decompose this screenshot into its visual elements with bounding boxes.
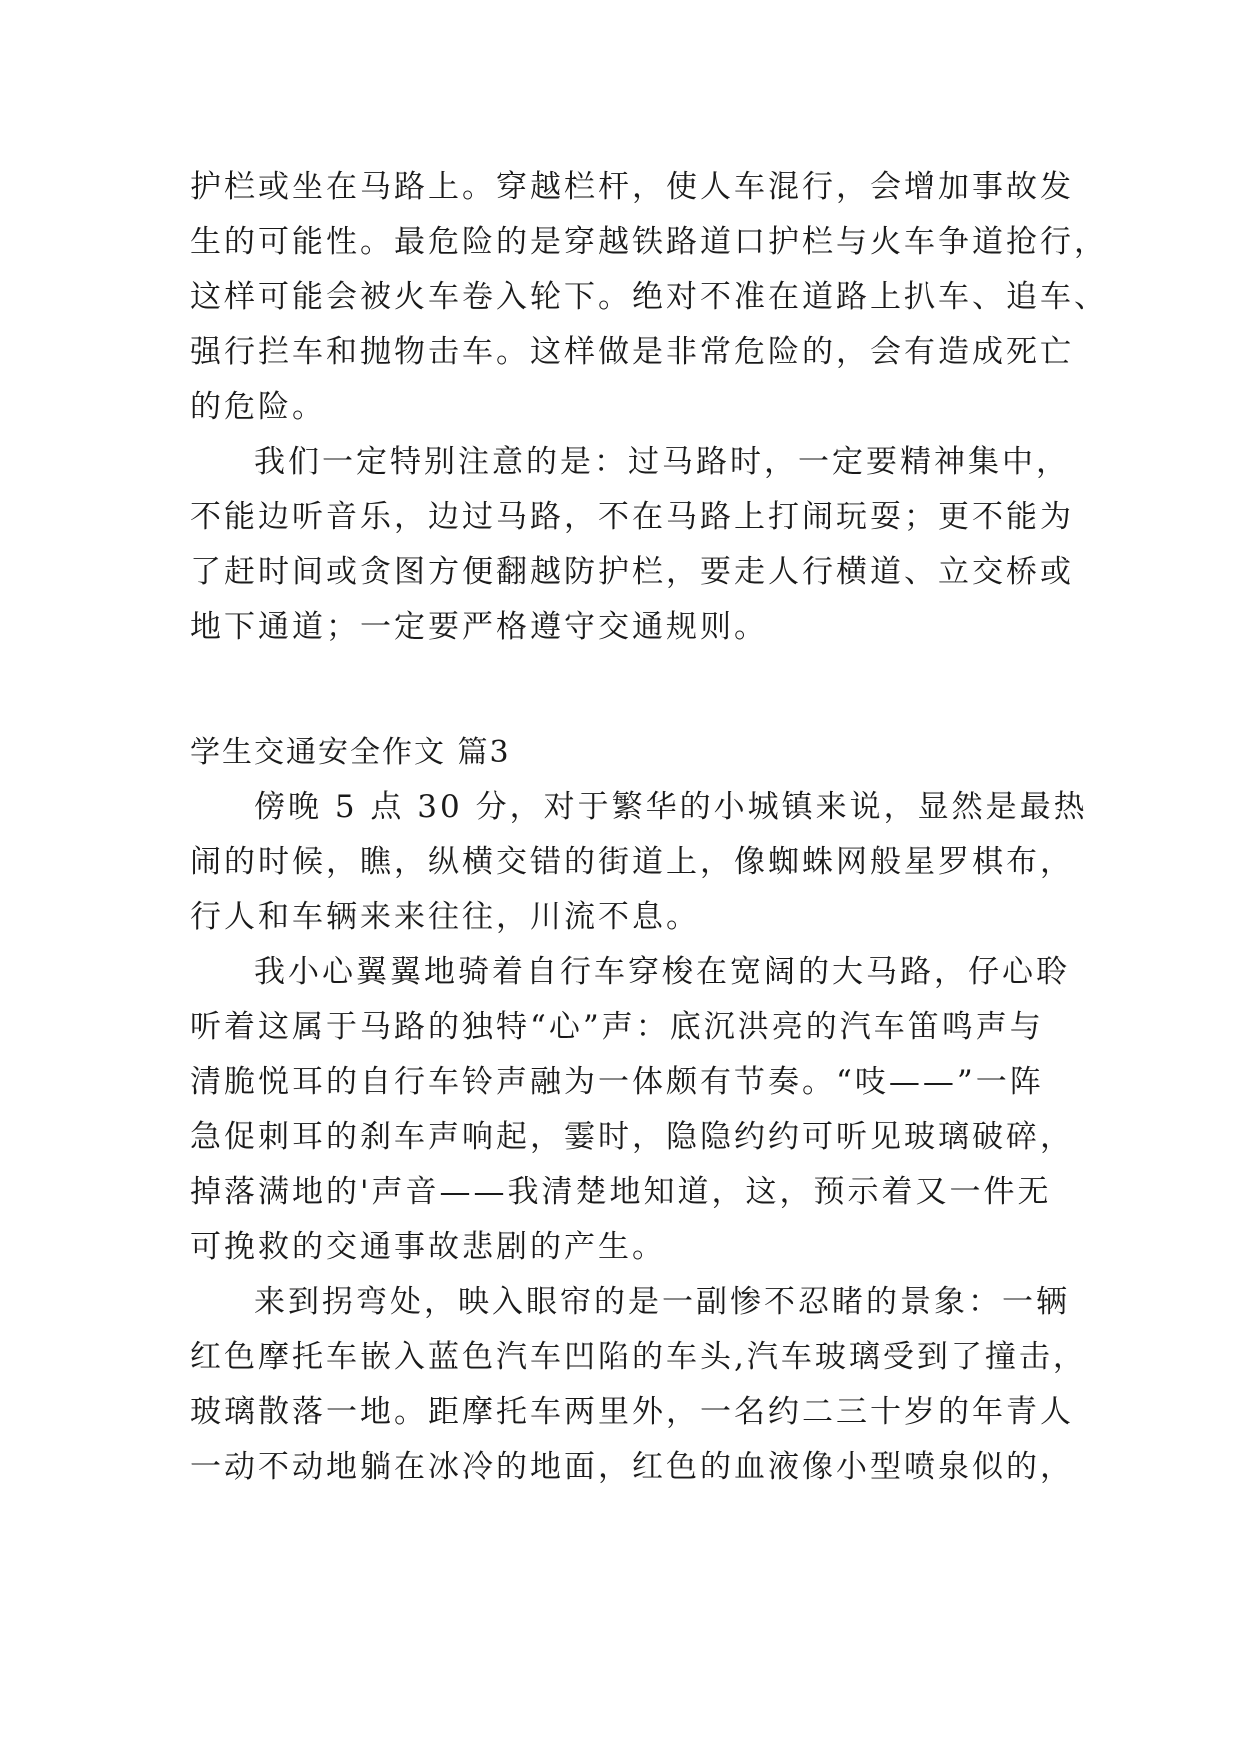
text-line: 闹的时候，瞧，纵横交错的街道上，像蜘蛛网般星罗棋布，	[190, 844, 1074, 880]
text-line: 地下通道；一定要严格遵守交通规则。	[190, 609, 768, 645]
section-spacer	[190, 655, 1090, 725]
text-line: 红色摩托车嵌入蓝色汽车凹陷的车头,汽车玻璃受到了撞击，	[190, 1339, 1087, 1375]
text-line: 玻璃散落一地。距摩托车两里外，一名约二三十岁的年青人	[190, 1394, 1074, 1430]
text-line: 一动不动地躺在冰冷的地面，红色的血液像小型喷泉似的，	[190, 1449, 1074, 1485]
paragraph-evening	[190, 780, 1090, 945]
text-line: 的危险。	[190, 389, 326, 425]
text-line: 强行拦车和抛物击车。这样做是非常危险的，会有造成死亡	[190, 334, 1074, 370]
paragraph-caution	[190, 435, 1090, 655]
text-line: 掉落满地的'声音——我清楚地知道，这，预示着又一件无	[190, 1174, 1052, 1210]
text-line: 清脆悦耳的自行车铃声融为一体颇有节奏。“吱——”一阵	[190, 1064, 1044, 1100]
text-line: 护栏或坐在马路上。穿越栏杆，使人车混行，会增加事故发	[190, 169, 1074, 205]
text-line: 傍晚 5 点 30 分，对于繁华的小城镇来说，显然是最热	[254, 789, 1088, 825]
paragraph-bike	[190, 945, 1090, 1275]
document-body	[190, 160, 1108, 1495]
paragraph-continuation	[190, 160, 1108, 435]
text-line: 行人和车辆来来往往，川流不息。	[190, 899, 700, 935]
text-line: 我小心翼翼地骑着自行车穿梭在宽阔的大马路，仔心聆	[254, 954, 1070, 990]
text-line: 了赶时间或贪图方便翻越防护栏，要走人行横道、立交桥或	[190, 554, 1074, 590]
text-line: 不能边听音乐，边过马路，不在马路上打闹玩耍；更不能为	[190, 499, 1074, 535]
text-line: 可挽救的交通事故悲剧的产生。	[190, 1229, 666, 1265]
paragraph-scene	[190, 1275, 1090, 1495]
text-line: 我们一定特别注意的是：过马路时，一定要精神集中，	[254, 444, 1070, 480]
text-line: 生的可能性。最危险的是穿越铁路道口护栏与火车争道抢行，	[190, 224, 1108, 260]
text-line: 来到拐弯处，映入眼帘的是一副惨不忍睹的景象：一辆	[254, 1284, 1070, 1320]
text-line: 听着这属于马路的独特“心”声：底沉洪亮的汽车笛鸣声与	[190, 1009, 1044, 1045]
text-line: 这样可能会被火车卷入轮下。绝对不准在道路上扒车、追车、	[190, 279, 1108, 315]
section-title: 学生交通安全作文 篇3	[190, 735, 511, 770]
text-line: 急促刺耳的刹车声响起，霎时，隐隐约约可听见玻璃破碎，	[190, 1119, 1074, 1155]
